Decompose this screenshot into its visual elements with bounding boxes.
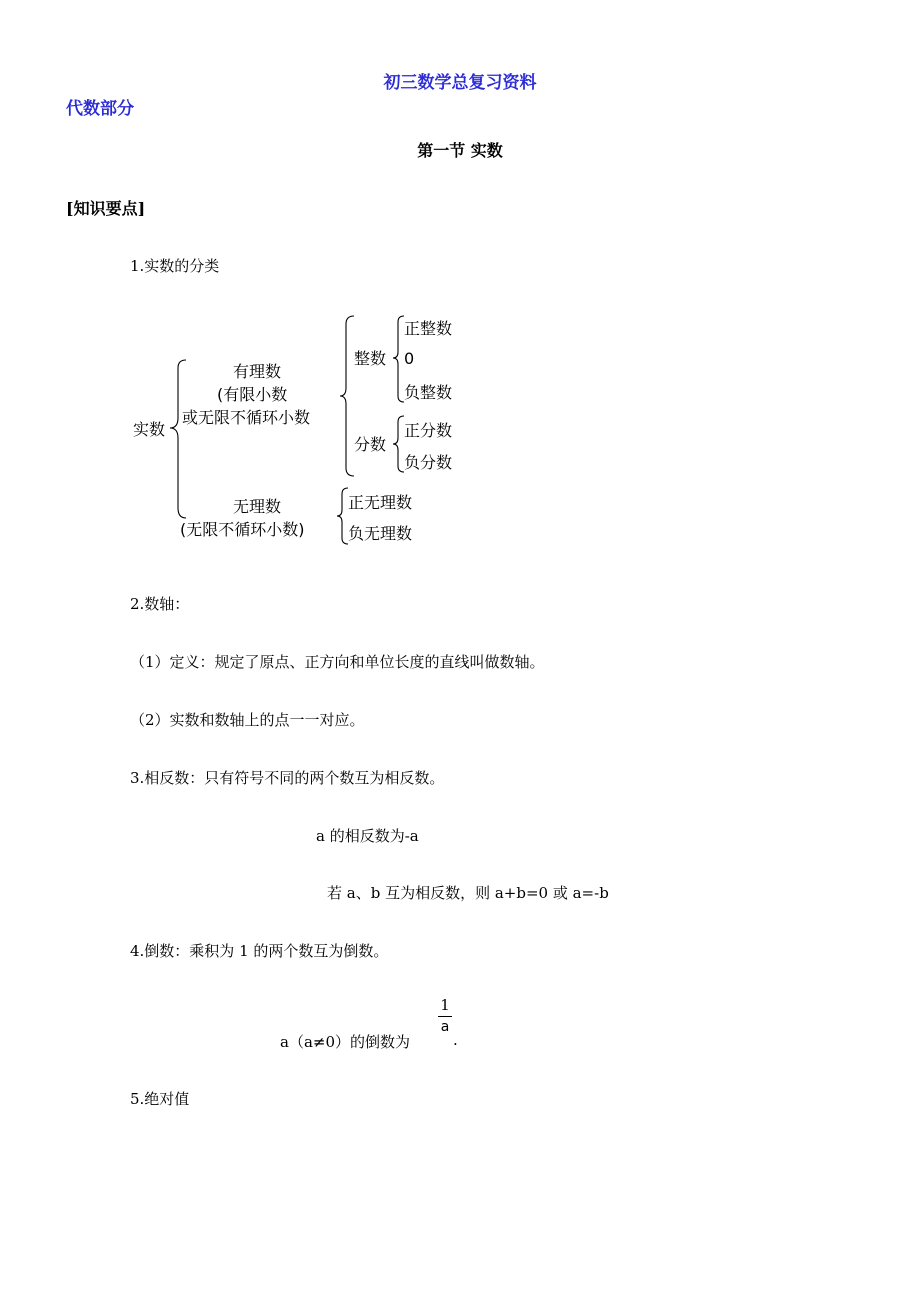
node-zero: 0 xyxy=(404,349,415,368)
number-line-definition: （1）定义：规定了原点、正方向和单位长度的直线叫做数轴。 xyxy=(130,653,545,671)
node-irrational-numbers: 无理数 xyxy=(233,497,282,516)
node-rational-numbers: 有理数 xyxy=(233,362,282,381)
node-negative-fractions: 负分数 xyxy=(404,453,453,472)
node-real-numbers: 实数 xyxy=(133,420,166,439)
opposite-line-2: 若 a、b 互为相反数，则 a+b=0 或 a=-b xyxy=(327,884,609,902)
opposite-heading: 3.相反数：只有符号不同的两个数互为相反数。 xyxy=(130,769,445,787)
irrational-note: (无限不循环小数) xyxy=(180,520,305,539)
brace-fractions xyxy=(393,416,404,472)
number-line-heading: 2.数轴： xyxy=(130,595,190,613)
part-title: 代数部分 xyxy=(66,99,134,119)
number-line-correspondence: （2）实数和数轴上的点一一对应。 xyxy=(130,711,365,729)
reciprocal-line-suffix: . xyxy=(453,1031,458,1049)
reciprocal-line-prefix: a（a≠0）的倒数为 xyxy=(280,1033,410,1051)
key-points-heading: [知识要点] xyxy=(66,199,146,218)
reciprocal-heading: 4.倒数：乘积为 1 的两个数互为倒数。 xyxy=(130,942,389,960)
absolute-value-heading: 5.绝对值 xyxy=(130,1090,190,1108)
node-positive-irrational: 正无理数 xyxy=(348,493,413,512)
opposite-line-1: a 的相反数为-a xyxy=(316,827,419,845)
node-positive-fractions: 正分数 xyxy=(404,421,453,440)
rational-note-line1: (有限小数 xyxy=(217,385,288,404)
classification-heading: 1.实数的分类 xyxy=(130,257,220,275)
fraction-denominator: a xyxy=(440,1019,450,1035)
node-fractions: 分数 xyxy=(354,435,387,454)
brace-irrational xyxy=(337,488,348,544)
rational-note-line2: 或无限不循环小数 xyxy=(182,408,311,427)
document-title: 初三数学总复习资料 xyxy=(383,73,537,93)
node-positive-integers: 正整数 xyxy=(404,319,453,338)
node-negative-integers: 负整数 xyxy=(404,383,453,402)
node-integers: 整数 xyxy=(354,349,387,368)
brace-root xyxy=(170,360,186,518)
brace-rational xyxy=(340,316,354,476)
brace-integers xyxy=(393,316,404,402)
reciprocal-fraction xyxy=(438,996,452,1035)
fraction-numerator: 1 xyxy=(438,996,452,1017)
node-negative-irrational: 负无理数 xyxy=(348,524,413,543)
section-title: 第一节 实数 xyxy=(417,141,503,160)
